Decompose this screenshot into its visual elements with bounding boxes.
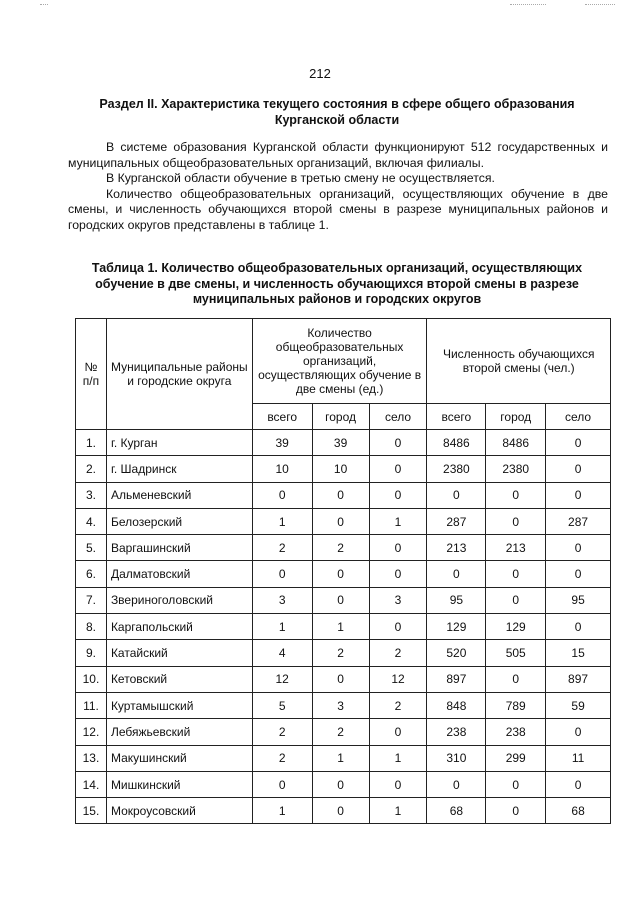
orgs-total: 0: [252, 771, 312, 797]
orgs-city: 10: [312, 456, 369, 482]
students-total: 0: [427, 482, 486, 508]
orgs-village: 0: [369, 430, 427, 456]
students-total: 2380: [427, 456, 486, 482]
table-row: [76, 719, 611, 745]
orgs-city: 0: [312, 771, 369, 797]
students-city: 238: [486, 719, 546, 745]
orgs-village: 0: [369, 719, 427, 745]
district-name: Макушинский: [106, 745, 252, 771]
orgs-total: 4: [252, 640, 312, 666]
orgs-total: 3: [252, 587, 312, 613]
students-city: 2380: [486, 456, 546, 482]
orgs-village: 1: [369, 745, 427, 771]
body-text: [68, 140, 608, 233]
students-total: 897: [427, 666, 486, 692]
table-row: [76, 535, 611, 561]
students-total: 238: [427, 719, 486, 745]
orgs-village: 12: [369, 666, 427, 692]
students-village: 15: [546, 640, 611, 666]
table-row: [76, 640, 611, 666]
orgs-city: 0: [312, 482, 369, 508]
header-row: [76, 319, 611, 404]
orgs-village: 0: [369, 771, 427, 797]
table-row: [76, 587, 611, 613]
scan-artifact-mid: [510, 4, 546, 6]
orgs-total: 5: [252, 692, 312, 718]
orgs-city: 3: [312, 692, 369, 718]
orgs-total: 12: [252, 666, 312, 692]
students-total: 68: [427, 798, 486, 824]
orgs-total: 10: [252, 456, 312, 482]
orgs-city: 0: [312, 508, 369, 534]
table-row: [76, 482, 611, 508]
students-city: 0: [486, 482, 546, 508]
students-total: 310: [427, 745, 486, 771]
students-village: 897: [546, 666, 611, 692]
header-orgs-total: всего: [252, 404, 312, 430]
row-number: 2.: [76, 456, 107, 482]
table-row: [76, 798, 611, 824]
students-village: 287: [546, 508, 611, 534]
orgs-city: 0: [312, 587, 369, 613]
orgs-total: 0: [252, 561, 312, 587]
orgs-village: 3: [369, 587, 427, 613]
header-students-city: город: [486, 404, 546, 430]
students-village: 95: [546, 587, 611, 613]
row-number: 14.: [76, 771, 107, 797]
table-row: [76, 771, 611, 797]
district-name: Альменевский: [106, 482, 252, 508]
students-total: 129: [427, 614, 486, 640]
section-title: [60, 96, 614, 128]
paragraph: Количество общеобразовательных организаций, осуществляющих обучение в две смены, и численность обучающихся второй смены в разрезе муниципальных районов и городских округов представлены в таблице 1.: [68, 186, 608, 232]
orgs-village: 1: [369, 508, 427, 534]
orgs-total: 2: [252, 535, 312, 561]
district-name: Белозерский: [106, 508, 252, 534]
students-city: 0: [486, 666, 546, 692]
header-students-total: всего: [427, 404, 486, 430]
students-village: 68: [546, 798, 611, 824]
district-name: Кетовский: [106, 666, 252, 692]
district-name: Каргапольский: [106, 614, 252, 640]
section-title-line: Раздел II. Характеристика текущего состояния в сфере общего образования: [99, 97, 575, 111]
students-city: 213: [486, 535, 546, 561]
district-name: Звериноголовский: [106, 587, 252, 613]
district-name: Катайский: [106, 640, 252, 666]
students-city: 0: [486, 771, 546, 797]
students-city: 299: [486, 745, 546, 771]
orgs-village: 1: [369, 798, 427, 824]
table-row: [76, 745, 611, 771]
students-total: 0: [427, 771, 486, 797]
orgs-village: 0: [369, 456, 427, 482]
row-number: 7.: [76, 587, 107, 613]
orgs-total: 1: [252, 508, 312, 534]
students-village: 0: [546, 482, 611, 508]
table-row: [76, 456, 611, 482]
orgs-village: 0: [369, 561, 427, 587]
table-row: [76, 666, 611, 692]
row-number: 9.: [76, 640, 107, 666]
orgs-city: 1: [312, 614, 369, 640]
header-students: Численность обучающихся второй смены (чел.): [427, 319, 611, 404]
paragraph: В Курганской области обучение в третью смену не осуществляется.: [106, 171, 495, 185]
students-village: 11: [546, 745, 611, 771]
district-name: Мокроусовский: [106, 798, 252, 824]
orgs-total: 2: [252, 719, 312, 745]
district-name: Далматовский: [106, 561, 252, 587]
students-city: 8486: [486, 430, 546, 456]
district-name: Куртамышский: [106, 692, 252, 718]
orgs-total: 0: [252, 482, 312, 508]
table-row: [76, 614, 611, 640]
district-name: Мишкинский: [106, 771, 252, 797]
scan-artifact-left: [40, 4, 48, 6]
row-number: 10.: [76, 666, 107, 692]
header-num: № п/п: [76, 319, 107, 430]
orgs-total: 2: [252, 745, 312, 771]
students-village: 0: [546, 561, 611, 587]
orgs-city: 2: [312, 640, 369, 666]
orgs-city: 0: [312, 666, 369, 692]
students-city: 0: [486, 561, 546, 587]
orgs-city: 39: [312, 430, 369, 456]
page-number: 212: [309, 66, 331, 81]
row-number: 11.: [76, 692, 107, 718]
district-name: г. Шадринск: [106, 456, 252, 482]
orgs-city: 0: [312, 561, 369, 587]
row-number: 13.: [76, 745, 107, 771]
orgs-total: 1: [252, 798, 312, 824]
students-city: 0: [486, 508, 546, 534]
orgs-village: 2: [369, 640, 427, 666]
data-table: [75, 318, 611, 824]
header-orgs: Количество общеобразовательных организаций, осуществляющих обучение в две смены (ед.): [252, 319, 427, 404]
students-village: 0: [546, 614, 611, 640]
table-title-line: муниципальных районов и городских округов: [192, 292, 482, 306]
district-name: Варгашинский: [106, 535, 252, 561]
students-village: 0: [546, 535, 611, 561]
students-total: 8486: [427, 430, 486, 456]
students-village: 59: [546, 692, 611, 718]
students-village: 0: [546, 719, 611, 745]
row-number: 3.: [76, 482, 107, 508]
students-total: 520: [427, 640, 486, 666]
row-number: 1.: [76, 430, 107, 456]
students-city: 0: [486, 798, 546, 824]
row-number: 5.: [76, 535, 107, 561]
students-total: 213: [427, 535, 486, 561]
table-row: [76, 508, 611, 534]
students-village: 0: [546, 456, 611, 482]
students-city: 789: [486, 692, 546, 718]
orgs-village: 0: [369, 614, 427, 640]
table-body: [76, 430, 611, 824]
orgs-city: 2: [312, 535, 369, 561]
scan-artifact-right: [585, 4, 615, 6]
header-students-village: село: [546, 404, 611, 430]
orgs-village: 0: [369, 482, 427, 508]
table-title-line: Таблица 1. Количество общеобразовательных организаций, осуществляющих: [91, 261, 583, 275]
students-city: 505: [486, 640, 546, 666]
header-district: Муниципальные районы и городские округа: [106, 319, 252, 430]
orgs-total: 1: [252, 614, 312, 640]
row-number: 8.: [76, 614, 107, 640]
table-row: [76, 692, 611, 718]
students-village: 0: [546, 430, 611, 456]
table-row: [76, 561, 611, 587]
row-number: 4.: [76, 508, 107, 534]
row-number: 15.: [76, 798, 107, 824]
header-orgs-village: село: [369, 404, 427, 430]
district-name: г. Курган: [106, 430, 252, 456]
students-city: 129: [486, 614, 546, 640]
header-orgs-city: город: [312, 404, 369, 430]
orgs-city: 2: [312, 719, 369, 745]
orgs-total: 39: [252, 430, 312, 456]
orgs-village: 2: [369, 692, 427, 718]
district-name: Лебяжьевский: [106, 719, 252, 745]
row-number: 6.: [76, 561, 107, 587]
orgs-city: 1: [312, 745, 369, 771]
students-total: 287: [427, 508, 486, 534]
orgs-village: 0: [369, 535, 427, 561]
orgs-city: 0: [312, 798, 369, 824]
row-number: 12.: [76, 719, 107, 745]
students-total: 0: [427, 561, 486, 587]
paragraph: В системе образования Курганской области функционируют 512 государственных и муниципальных общеобразовательных организаций, включая филиалы.: [68, 140, 608, 170]
students-total: 848: [427, 692, 486, 718]
section-title-line: Курганской области: [274, 113, 400, 127]
students-city: 0: [486, 587, 546, 613]
students-village: 0: [546, 771, 611, 797]
students-total: 95: [427, 587, 486, 613]
table-row: [76, 430, 611, 456]
table-title-line: обучение в две смены, и численность обучающихся второй смены в разрезе: [95, 276, 579, 291]
table-title: [60, 261, 614, 308]
